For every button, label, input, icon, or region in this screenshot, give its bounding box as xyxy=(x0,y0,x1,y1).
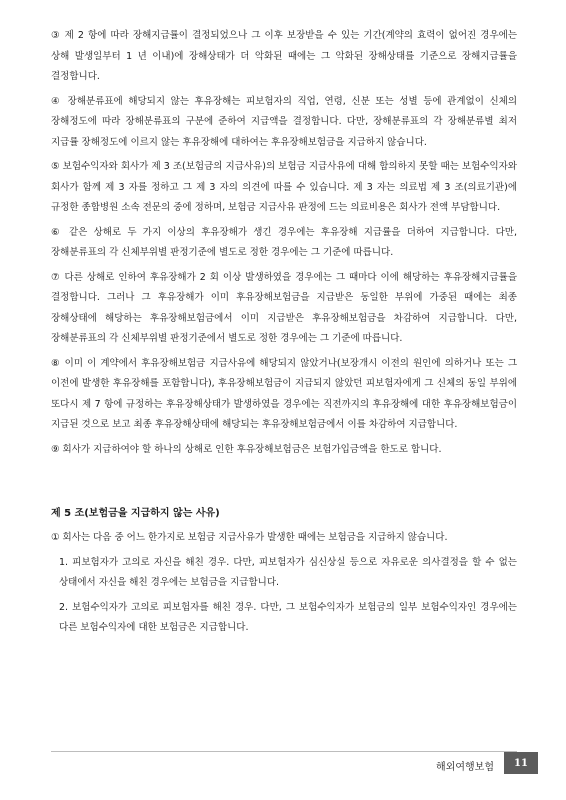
paragraph-5: ⑤ 보험수익자와 회사가 제 3 조(보험금의 지급사유)의 보험금 지급사유에 대해 합의하지 못할 때는 보험수익자와 회사가 함께 제 3 자를 정하고 그 제 3 자의 의견에 따를 수 있습니다. 제 3 자는 의료법 제 3 조(의료기관)에 규정한 종합병원 소속 전문의 중에 정하며, 보험금 지급사유 판정에 드는 의료비용은 회사가 전액 부담합니다. xyxy=(51,161,517,213)
footer-divider xyxy=(51,751,517,752)
paragraph-8: ⑧ 이미 이 계약에서 후유장해보험금 지급사유에 해당되지 않았거나(보장개시 이전의 원인에 의하거나 또는 그 이전에 발생한 후유장해를 포함합니다), 후유장해보험금이 지급되지 않았던 피보험자에게 그 신체의 동일 부위에 또다시 제 7 항에 규정하는 후유장해상태가 발생하였을 경우에는 직전까지의 후유장해에 대한 후유장해보험금이 지급된 것으로 보고 최종 후유장해상태에 해당되는 후유장해보험금에서 이를 차감하여 지급합니다. xyxy=(51,357,517,430)
list-item: 1. 피보험자가 고의로 자신을 해친 경우. 다만, 피보험자가 심신상실 등으로 자유로운 의사결정을 할 수 없는 상태에서 자신을 해친 경우에는 보험금을 지급합니다. xyxy=(59,556,517,588)
paragraph-6: ⑥ 같은 상해로 두 가지 이상의 후유장해가 생긴 경우에는 후유장해 지급률을 더하여 지급합니다. 다만, 장해분류표의 각 신체부위별 판정기준에 별도로 정한 경우에는 그 기준에 따릅니다. xyxy=(51,226,517,258)
paragraph-9: ⑨ 회사가 지급하여야 할 하나의 상해로 인한 후유장해보험금은 보험가입금액을 한도로 합니다. xyxy=(51,443,442,455)
section-spacer xyxy=(51,464,517,504)
paragraph-7: ⑦ 다른 상해로 인하여 후유장해가 2 회 이상 발생하였을 경우에는 그 때마다 이에 해당하는 후유장해지급률을 결정합니다. 그러나 그 후유장해가 이미 후유장해보험금을 지급받은 동일한 부위에 가중된 때에는 최종 장해상태에 해당하는 후유장해보험금에서 이미 지급받은 후유장해보험금을 차감하여 지급합니다. 다만, 장해분류표의 각 신체부위별 판정기준에서 별도로 정한 경우에는 그 기준에 따릅니다. xyxy=(51,271,517,344)
page-number-badge: 11 xyxy=(504,752,538,774)
paragraph-3: ③ 제 2 항에 따라 장해지급률이 결정되었으나 그 이후 보장받을 수 있는 기간(계약의 효력이 없어진 경우에는 상해 발생일부터 1 년 이내)에 장해상태가 더 악화된 때에는 그 악화된 장해상태를 기준으로 장해지급률을 결정합니다. xyxy=(51,30,517,82)
section-intro: ① 회사는 다음 중 어느 한가지로 보험금 지급사유가 발생한 때에는 보험금을 지급하지 않습니다. xyxy=(51,532,448,543)
document-body xyxy=(51,26,517,643)
paragraph-4: ④ 장해분류표에 해당되지 않는 후유장해는 피보험자의 직업, 연령, 신분 또는 성별 등에 관계없이 신체의 장해정도에 따라 장해분류표의 구분에 준하여 지급액을 결정합니다. 다만, 장해분류표의 각 장해분류별 최저 지급률 장해정도에 이르지 않는 후유장해에 대하여는 후유장해보험금을 지급하지 않습니다. xyxy=(51,95,517,148)
list-item: 2. 보험수익자가 고의로 피보험자를 해친 경우. 다만, 그 보험수익자가 보험금의 일부 보험수익자인 경우에는 다른 보험수익자에 대한 보험금은 지급합니다. xyxy=(59,601,517,633)
footer-title: 해외여행보험 xyxy=(436,762,494,773)
section-title: 제 5 조(보험금을 지급하지 않는 사유) xyxy=(51,508,220,519)
